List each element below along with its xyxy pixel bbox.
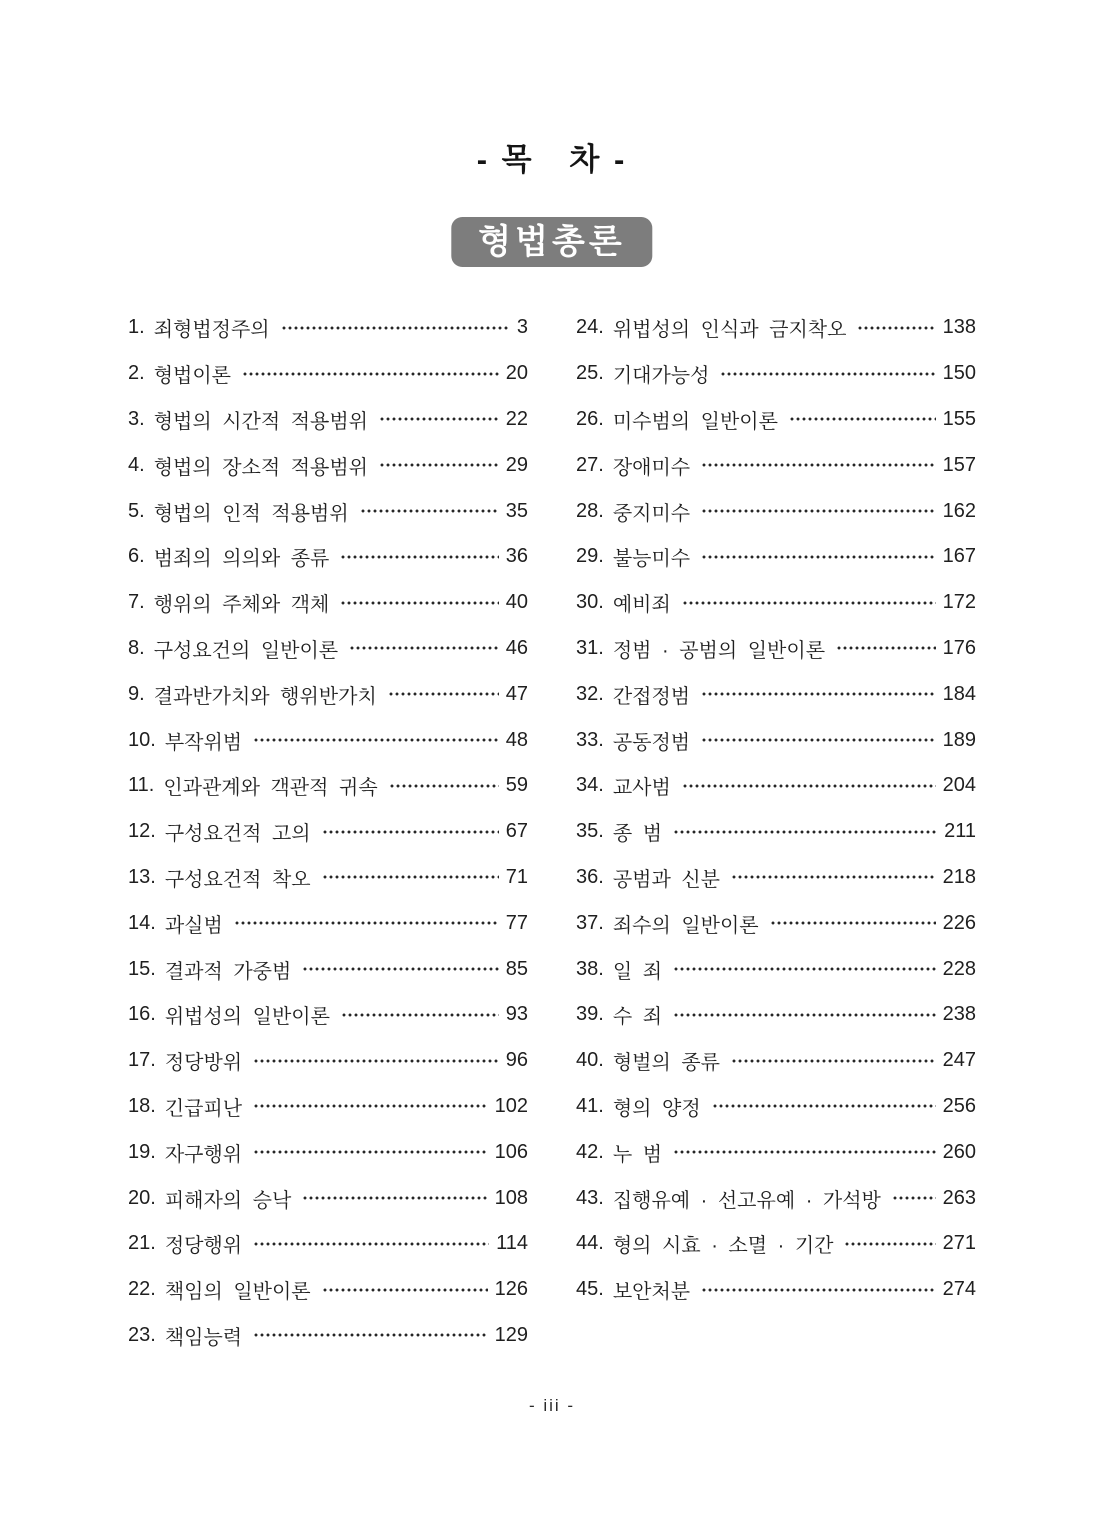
dot-leader	[379, 397, 499, 443]
toc-entry-number: 23.	[128, 1323, 156, 1346]
toc-entry-page: 71	[505, 865, 528, 888]
toc-entry-label: 공범과 신분	[612, 868, 720, 891]
dot-leader	[836, 626, 936, 672]
toc-entry-number: 31.	[576, 636, 604, 659]
toc-entry	[576, 717, 976, 763]
dot-leader	[234, 900, 499, 946]
toc-entry-number: 18.	[128, 1094, 156, 1117]
toc-entry-label: 범죄의 의의와 종류	[153, 548, 330, 571]
dot-leader	[682, 763, 936, 809]
toc-entry-page: 85	[505, 957, 528, 980]
dot-leader	[844, 1221, 935, 1267]
toc-entry-label: 미수범의 일반이론	[612, 410, 778, 433]
toc-entry-page: 96	[505, 1049, 528, 1072]
dot-leader	[701, 534, 936, 580]
dot-leader	[701, 1267, 936, 1313]
toc-entry-label: 죄수의 일반이론	[612, 914, 759, 937]
dot-leader	[720, 351, 935, 397]
dot-leader	[341, 992, 499, 1038]
toc-entry-number: 40.	[576, 1049, 604, 1072]
dot-leader	[857, 305, 935, 351]
toc-entry	[128, 1175, 528, 1221]
toc-entry-label: 형법의 장소적 적용범위	[153, 456, 369, 479]
dot-leader	[349, 626, 499, 672]
toc-entry-number: 25.	[576, 362, 604, 385]
toc-entry-number: 43.	[576, 1186, 604, 1209]
toc-entry	[128, 671, 528, 717]
toc-entry-label: 인과관계와 객관적 귀속	[163, 777, 378, 800]
toc-entry-page: 35	[505, 499, 528, 522]
toc-entry-label: 위법성의 인식과 금지착오	[612, 319, 847, 342]
toc-entry-number: 22.	[128, 1278, 156, 1301]
toc-entry-label: 책임의 일반이론	[164, 1281, 311, 1304]
toc-entry-page: 172	[942, 591, 976, 614]
toc-columns	[128, 305, 976, 1358]
toc-entry	[576, 488, 976, 534]
dot-leader	[673, 992, 936, 1038]
toc-entry-label: 구성요건의 일반이론	[153, 639, 339, 662]
toc-entry-label: 집행유예 · 선고유예 · 가석방	[612, 1189, 881, 1212]
dot-leader	[712, 1084, 936, 1130]
toc-entry-page: 3	[516, 316, 528, 339]
toc-entry	[576, 1129, 976, 1175]
toc-entry	[128, 626, 528, 672]
toc-entry-number: 41.	[576, 1094, 604, 1117]
toc-entry-label: 형의 시효 · 소멸 · 기간	[612, 1235, 834, 1258]
toc-entry	[576, 809, 976, 855]
toc-entry-label: 자구행위	[164, 1143, 243, 1166]
dot-leader	[253, 1084, 488, 1130]
toc-entry-label: 교사범	[612, 777, 671, 800]
toc-entry-number: 30.	[576, 591, 604, 614]
toc-entry-page: 157	[942, 453, 976, 476]
toc-entry-number: 36.	[576, 865, 604, 888]
toc-entry-label: 정당행위	[164, 1235, 243, 1258]
toc-entry-page: 238	[942, 1003, 976, 1026]
toc-entry-number: 32.	[576, 682, 604, 705]
toc-entry-page: 102	[494, 1094, 528, 1117]
toc-entry	[576, 397, 976, 443]
toc-entry-label: 예비죄	[612, 594, 671, 617]
toc-entry-page: 114	[496, 1232, 528, 1255]
dot-leader	[302, 946, 498, 992]
dot-leader	[731, 1038, 936, 1084]
toc-entry-label: 정범 · 공범의 일반이론	[612, 639, 826, 662]
dot-leader	[770, 900, 936, 946]
toc-entry-label: 형법의 인적 적용범위	[153, 502, 349, 525]
toc-entry-number: 2.	[128, 362, 145, 385]
toc-entry-page: 271	[942, 1232, 976, 1255]
toc-entry-number: 6.	[128, 545, 145, 568]
toc-entry-number: 15.	[128, 957, 156, 980]
toc-entry	[576, 580, 976, 626]
toc-entry-page: 176	[942, 636, 976, 659]
dot-leader	[388, 671, 499, 717]
toc-entry-number: 42.	[576, 1140, 604, 1163]
toc-entry	[576, 1175, 976, 1221]
toc-entry-number: 1.	[128, 316, 145, 339]
toc-entry-label: 장애미수	[612, 456, 691, 479]
toc-entry-number: 4.	[128, 453, 145, 476]
toc-entry-page: 93	[505, 1003, 528, 1026]
toc-entry	[128, 763, 528, 809]
toc-entry-page: 228	[942, 957, 976, 980]
toc-entry-page: 189	[942, 728, 976, 751]
toc-entry-number: 10.	[128, 728, 156, 751]
toc-entry	[128, 946, 528, 992]
dot-leader	[360, 488, 499, 534]
toc-entry	[128, 534, 528, 580]
toc-entry-number: 28.	[576, 499, 604, 522]
toc-entry-label: 결과반가치와 행위반가치	[153, 685, 377, 708]
toc-entry-page: 204	[942, 774, 976, 797]
toc-entry-number: 34.	[576, 774, 604, 797]
dot-leader	[322, 1267, 488, 1313]
toc-entry-label: 공동정범	[612, 731, 691, 754]
toc-entry-page: 46	[505, 636, 528, 659]
dot-leader	[253, 1038, 499, 1084]
toc-entry-page: 40	[505, 591, 528, 614]
toc-entry-number: 29.	[576, 545, 604, 568]
toc-entry-number: 44.	[576, 1232, 604, 1255]
toc-entry-page: 226	[942, 911, 976, 934]
toc-entry-label: 위법성의 일반이론	[164, 1006, 330, 1029]
toc-entry-label: 책임능력	[164, 1326, 243, 1349]
dot-leader	[302, 1175, 487, 1221]
dot-leader	[242, 351, 499, 397]
page-title: - 목 차 -	[476, 142, 628, 177]
dot-leader	[731, 855, 936, 901]
toc-column-left	[128, 305, 528, 1358]
toc-entry-number: 24.	[576, 316, 604, 339]
toc-entry	[128, 1267, 528, 1313]
toc-entry-page: 77	[505, 911, 528, 934]
toc-entry-page: 218	[942, 865, 976, 888]
toc-entry	[128, 1129, 528, 1175]
toc-entry-label: 형법이론	[153, 365, 231, 388]
toc-entry-label: 과실범	[164, 914, 223, 937]
toc-entry	[576, 1084, 976, 1130]
toc-entry-number: 8.	[128, 636, 145, 659]
toc-entry	[576, 351, 976, 397]
toc-entry	[576, 946, 976, 992]
dot-leader	[253, 717, 499, 763]
toc-entry-label: 행위의 주체와 객체	[153, 594, 330, 617]
dot-leader	[253, 1129, 488, 1175]
toc-entry-page: 126	[494, 1278, 528, 1301]
toc-entry-page: 150	[942, 362, 976, 385]
toc-entry-page: 108	[494, 1186, 528, 1209]
dot-leader	[673, 809, 937, 855]
toc-entry	[128, 900, 528, 946]
toc-entry-page: 22	[505, 407, 528, 430]
toc-entry-label: 구성요건적 고의	[164, 823, 311, 846]
toc-entry-label: 형의 양정	[612, 1097, 701, 1120]
toc-entry-page: 247	[942, 1049, 976, 1072]
toc-entry-page: 138	[942, 316, 976, 339]
dot-leader	[379, 442, 499, 488]
toc-entry	[128, 1313, 528, 1359]
toc-entry-number: 5.	[128, 499, 145, 522]
toc-entry	[128, 305, 528, 351]
toc-entry	[576, 992, 976, 1038]
toc-entry-label: 기대가능성	[612, 365, 710, 388]
toc-column-right	[576, 305, 976, 1358]
toc-entry-page: 167	[942, 545, 976, 568]
toc-entry-page: 59	[505, 774, 528, 797]
toc-entry-number: 14.	[128, 911, 156, 934]
toc-entry	[128, 1084, 528, 1130]
toc-entry-label: 불능미수	[612, 548, 691, 571]
toc-entry	[576, 626, 976, 672]
toc-entry	[576, 763, 976, 809]
toc-entry	[576, 671, 976, 717]
toc-entry-page: 29	[505, 453, 528, 476]
toc-entry-label: 정당방위	[164, 1052, 243, 1075]
toc-entry	[576, 900, 976, 946]
toc-entry	[128, 855, 528, 901]
toc-entry	[128, 809, 528, 855]
toc-entry-label: 일 죄	[612, 960, 663, 983]
toc-entry-label: 결과적 가중범	[164, 960, 292, 983]
toc-entry-label: 종 범	[612, 823, 663, 846]
toc-entry-label: 피해자의 승낙	[164, 1189, 292, 1212]
toc-entry	[576, 305, 976, 351]
toc-entry-page: 162	[942, 499, 976, 522]
toc-entry-page: 211	[944, 820, 976, 843]
dot-leader	[253, 1221, 489, 1267]
toc-entry-page: 47	[505, 682, 528, 705]
toc-entry-label: 구성요건적 착오	[164, 868, 311, 891]
toc-entry	[128, 580, 528, 626]
toc-entry-page: 36	[505, 545, 528, 568]
toc-entry-number: 37.	[576, 911, 604, 934]
toc-entry	[128, 717, 528, 763]
toc-entry	[576, 442, 976, 488]
toc-entry-page: 48	[505, 728, 528, 751]
toc-entry-page: 155	[942, 407, 976, 430]
toc-entry	[576, 1267, 976, 1313]
toc-entry-number: 33.	[576, 728, 604, 751]
toc-entry	[128, 397, 528, 443]
dot-leader	[253, 1313, 488, 1359]
dot-leader	[322, 809, 499, 855]
dot-leader	[701, 671, 936, 717]
toc-entry-label: 간접정범	[612, 685, 691, 708]
section-badge: 형법총론	[451, 217, 652, 267]
toc-entry-number: 39.	[576, 1003, 604, 1026]
toc-entry-label: 긴급피난	[164, 1097, 243, 1120]
toc-entry-number: 27.	[576, 453, 604, 476]
dot-leader	[340, 580, 498, 626]
toc-entry-number: 45.	[576, 1278, 604, 1301]
toc-entry	[128, 992, 528, 1038]
dot-leader	[682, 580, 936, 626]
toc-entry	[576, 534, 976, 580]
toc-entry-label: 죄형법정주의	[153, 319, 270, 342]
toc-entry-label: 중지미수	[612, 502, 691, 525]
toc-entry	[128, 488, 528, 534]
toc-entry-page: 20	[505, 362, 528, 385]
dot-leader	[389, 763, 499, 809]
toc-entry-number: 11.	[128, 774, 155, 797]
toc-entry-number: 21.	[128, 1232, 156, 1255]
toc-entry-page: 129	[494, 1323, 528, 1346]
toc-entry-page: 184	[942, 682, 976, 705]
toc-entry	[128, 1038, 528, 1084]
dot-leader	[701, 442, 936, 488]
dot-leader	[322, 855, 499, 901]
toc-entry-number: 9.	[128, 682, 145, 705]
toc-entry	[576, 1221, 976, 1267]
toc-entry-number: 7.	[128, 591, 145, 614]
toc-entry-label: 형법의 시간적 적용범위	[153, 410, 369, 433]
toc-entry	[128, 1221, 528, 1267]
toc-entry-number: 16.	[128, 1003, 156, 1026]
toc-entry-number: 38.	[576, 957, 604, 980]
toc-entry-label: 부작위범	[164, 731, 243, 754]
toc-entry	[576, 855, 976, 901]
dot-leader	[701, 488, 936, 534]
dot-leader	[892, 1175, 936, 1221]
toc-entry-page: 274	[942, 1278, 976, 1301]
dot-leader	[701, 717, 936, 763]
toc-entry-page: 106	[494, 1140, 528, 1163]
dot-leader	[789, 397, 936, 443]
toc-entry-number: 35.	[576, 820, 604, 843]
toc-entry-number: 12.	[128, 820, 156, 843]
toc-entry-label: 수 죄	[612, 1006, 663, 1029]
toc-entry-label: 형벌의 종류	[612, 1052, 720, 1075]
toc-entry-label: 보안처분	[612, 1281, 691, 1304]
toc-entry-number: 17.	[128, 1049, 156, 1072]
toc-entry-page: 67	[505, 820, 528, 843]
toc-entry-number: 13.	[128, 865, 156, 888]
toc-entry	[128, 351, 528, 397]
toc-entry-number: 26.	[576, 407, 604, 430]
toc-entry-label: 누 범	[612, 1143, 663, 1166]
toc-entry-number: 20.	[128, 1186, 156, 1209]
toc-entry	[576, 1038, 976, 1084]
toc-entry-page: 256	[942, 1094, 976, 1117]
toc-entry-page: 263	[942, 1186, 976, 1209]
toc-entry-page: 260	[942, 1140, 976, 1163]
page-footer: - iii -	[528, 1396, 576, 1415]
dot-leader	[673, 1129, 936, 1175]
toc-entry-number: 3.	[128, 407, 145, 430]
dot-leader	[340, 534, 498, 580]
dot-leader	[673, 946, 936, 992]
dot-leader	[281, 305, 510, 351]
toc-entry-number: 19.	[128, 1140, 156, 1163]
toc-entry	[128, 442, 528, 488]
